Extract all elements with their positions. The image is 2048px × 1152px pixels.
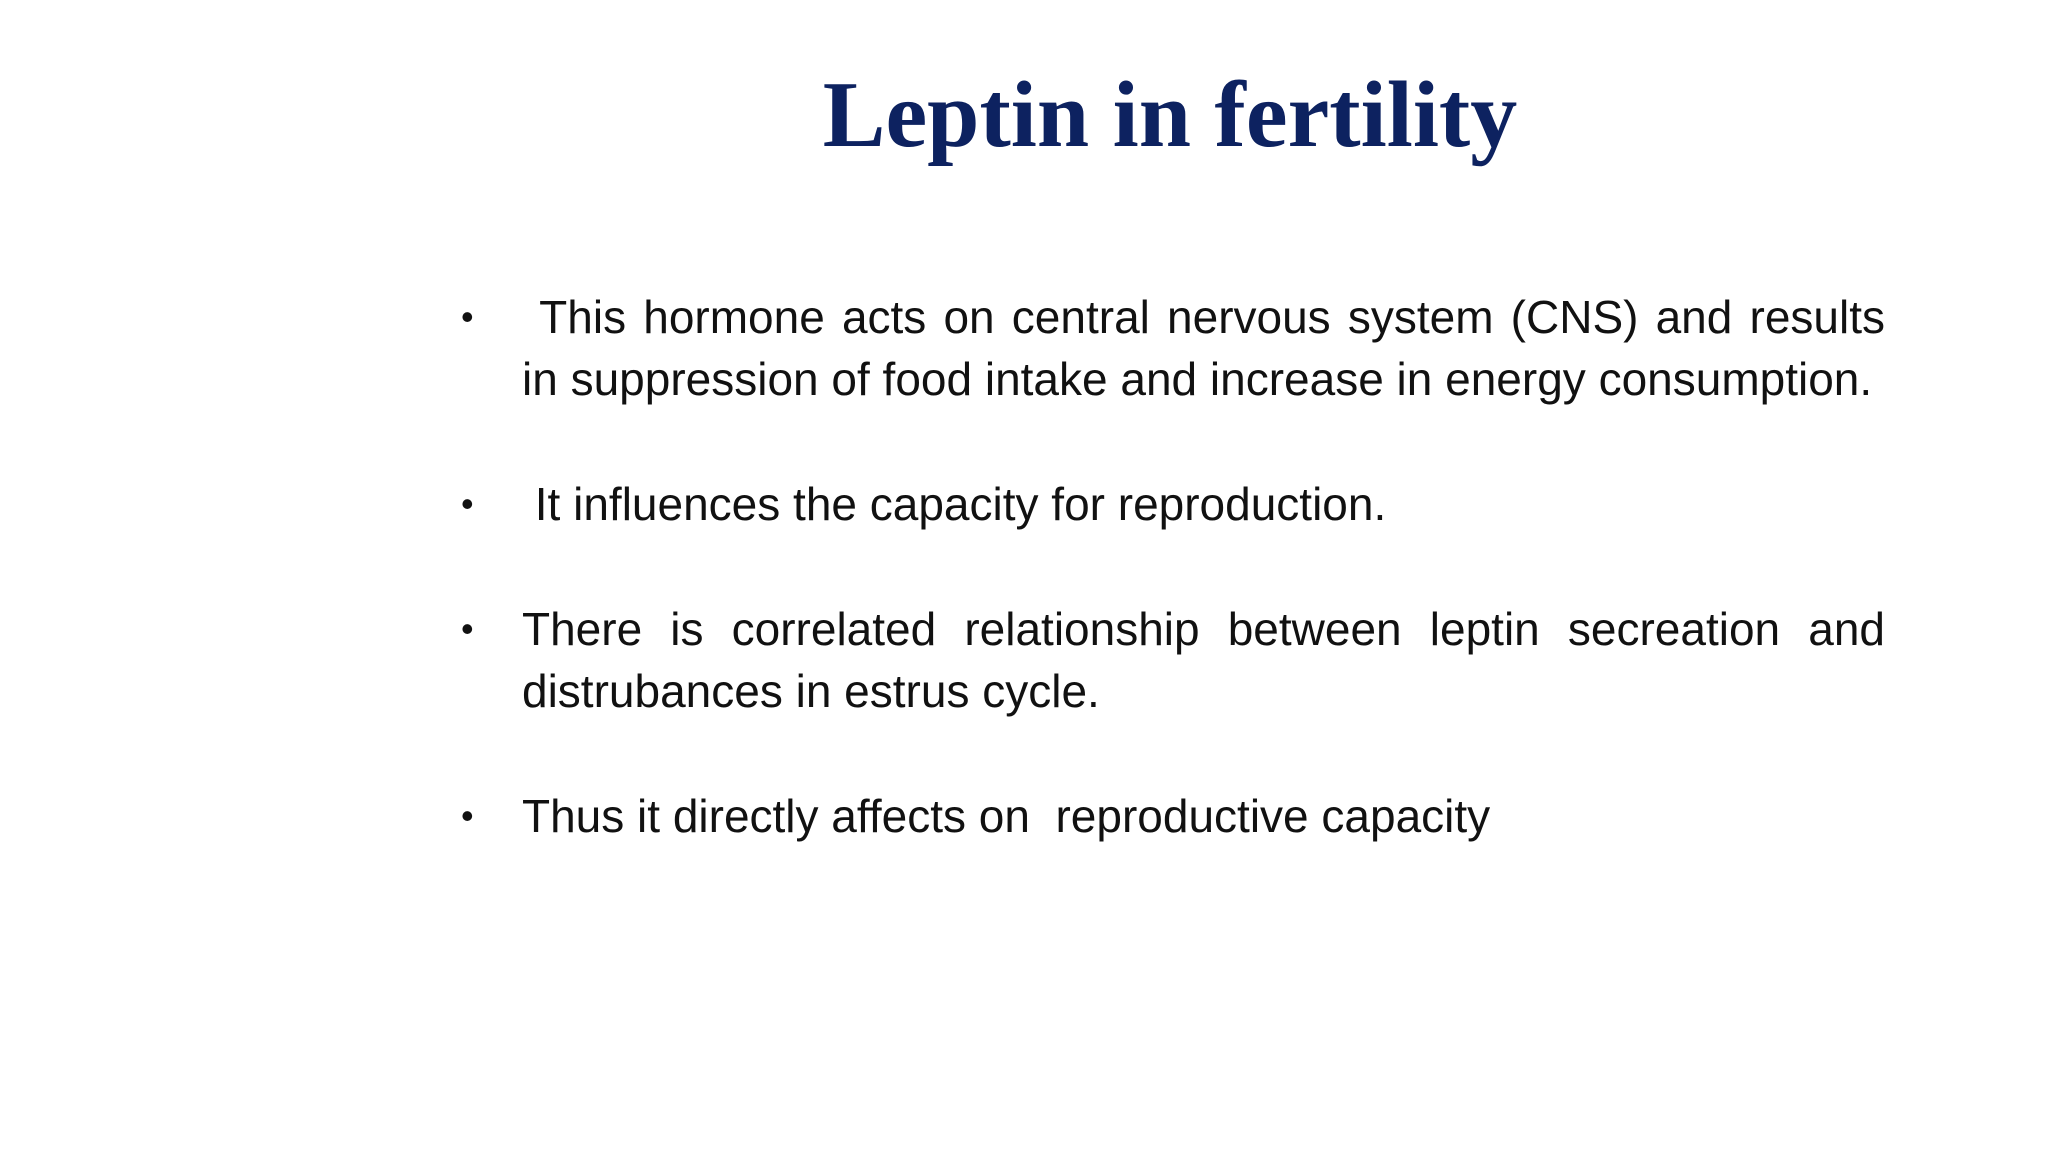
bullet-icon: •	[461, 296, 474, 337]
bullet-item	[455, 473, 1885, 535]
bullet-icon: •	[461, 483, 474, 524]
bullet-text: There is correlated relationship between leptin secreation and distrubances in estrus cycle.	[522, 603, 1885, 717]
bullet-item	[455, 598, 1885, 722]
bullet-item	[455, 286, 1898, 410]
bullet-icon: •	[461, 608, 474, 649]
bullet-list	[455, 286, 1898, 847]
bullet-icon: •	[461, 795, 474, 836]
bullet-text: It influences the capacity for reproduction.	[522, 478, 1387, 530]
bullet-text: Thus it directly affects on reproductive capacity	[522, 790, 1491, 842]
slide-title: Leptin in fertility	[822, 63, 1518, 167]
bullet-item	[455, 785, 1885, 847]
bullet-text: This hormone acts on central nervous system (CNS) and results in suppression of food intake and increase in energy consumption.	[522, 291, 1898, 405]
